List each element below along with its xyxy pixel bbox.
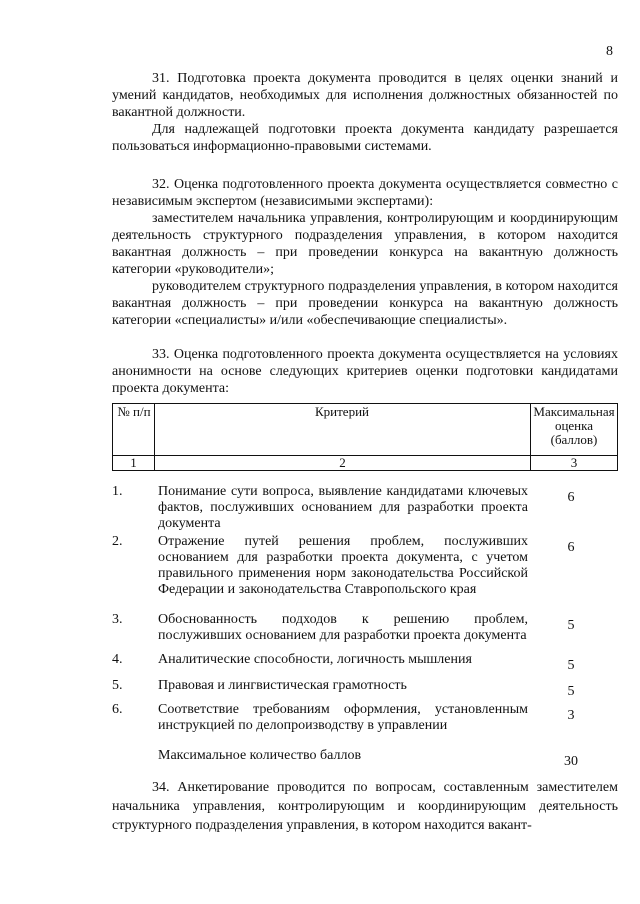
row-score: 5 xyxy=(567,684,575,699)
row-criterion: Обоснованность подходов к решению проблем, послуживших основанием для разработки проекта документа xyxy=(158,612,528,643)
header-criterion: Критерий xyxy=(315,404,369,419)
paragraph-32-main: 32. Оценка подготовленного проекта документа осуществляется совместно с независимым экспертом (независимыми экспертами): xyxy=(112,177,618,209)
paragraph-33 xyxy=(112,346,618,397)
row-number: 5. xyxy=(112,678,123,693)
row-number: 1. xyxy=(112,484,123,499)
row-criterion: Аналитические способности, логичность мышления xyxy=(158,652,472,667)
col-number-3: 3 xyxy=(570,455,578,470)
paragraph-32-item-2: руководителем структурного подразделения управления, в котором находится вакантная должность – при проведении конкурса на вакантную должность категории «специалисты» и/или «обеспечивающие специалисты». xyxy=(112,279,618,328)
row-score: 5 xyxy=(567,618,575,633)
row-number: 2. xyxy=(112,534,123,549)
row-score: 6 xyxy=(567,540,575,555)
paragraph-33-main: 33. Оценка подготовленного проекта документа осуществляется на условиях анонимности на основе следующих критериев оценки подготовки кандидатами проекта документа: xyxy=(112,347,618,396)
col-number-2: 2 xyxy=(339,455,346,470)
header-max-score: Максимальная оценка (баллов) xyxy=(533,404,615,447)
criteria-table-header xyxy=(112,403,618,471)
total-value: 30 xyxy=(564,754,578,769)
paragraph-31 xyxy=(112,70,618,155)
row-score: 6 xyxy=(567,490,575,505)
row-criterion: Соответствие требованиям оформления, установленным инструкцией по делопроизводству в управлении xyxy=(158,702,528,733)
paragraph-31-second: Для надлежащей подготовки проекта документа кандидату разрешается пользоваться информационно-правовыми системами. xyxy=(112,122,618,154)
paragraph-34 xyxy=(112,778,618,835)
row-score: 3 xyxy=(567,708,575,723)
row-number: 3. xyxy=(112,612,123,627)
col-number-1: 1 xyxy=(130,455,137,470)
row-criterion: Понимание сути вопроса, выявление кандидатами ключевых фактов, послуживших основанием для разработки проекта документа xyxy=(158,484,528,531)
total-label: Максимальное количество баллов xyxy=(158,748,362,763)
row-criterion: Правовая и лингвистическая грамотность xyxy=(158,678,407,693)
row-number: 6. xyxy=(112,702,123,717)
row-score: 5 xyxy=(567,658,575,673)
row-criterion: Отражение путей решения проблем, послуживших основанием для разработки проекта документа, с учетом правильного применения норм законодательства Российской Федерации и законодательства Ставропольского края xyxy=(158,534,528,597)
header-num: № п/п xyxy=(117,404,151,419)
paragraph-34-main: 34. Анкетирование проводится по вопросам, составленным заместителем начальника управления, контролирующим и координирующим деятельность структурного подразделения управления, в котором находится вакант- xyxy=(112,780,618,833)
paragraph-31-main: 31. Подготовка проекта документа проводится в целях оценки знаний и умений кандидатов, необходимых для исполнения должностных обязанностей по вакантной должности. xyxy=(112,71,618,120)
row-number: 4. xyxy=(112,652,123,667)
paragraph-32-item-1: заместителем начальника управления, контролирующим и координирующим деятельность структурного подразделения управления, в котором находится вакантная должность – при проведении конкурса на вакантную должность категории «руководители»; xyxy=(112,211,618,277)
paragraph-32 xyxy=(112,176,618,329)
page-number: 8 xyxy=(606,44,613,59)
